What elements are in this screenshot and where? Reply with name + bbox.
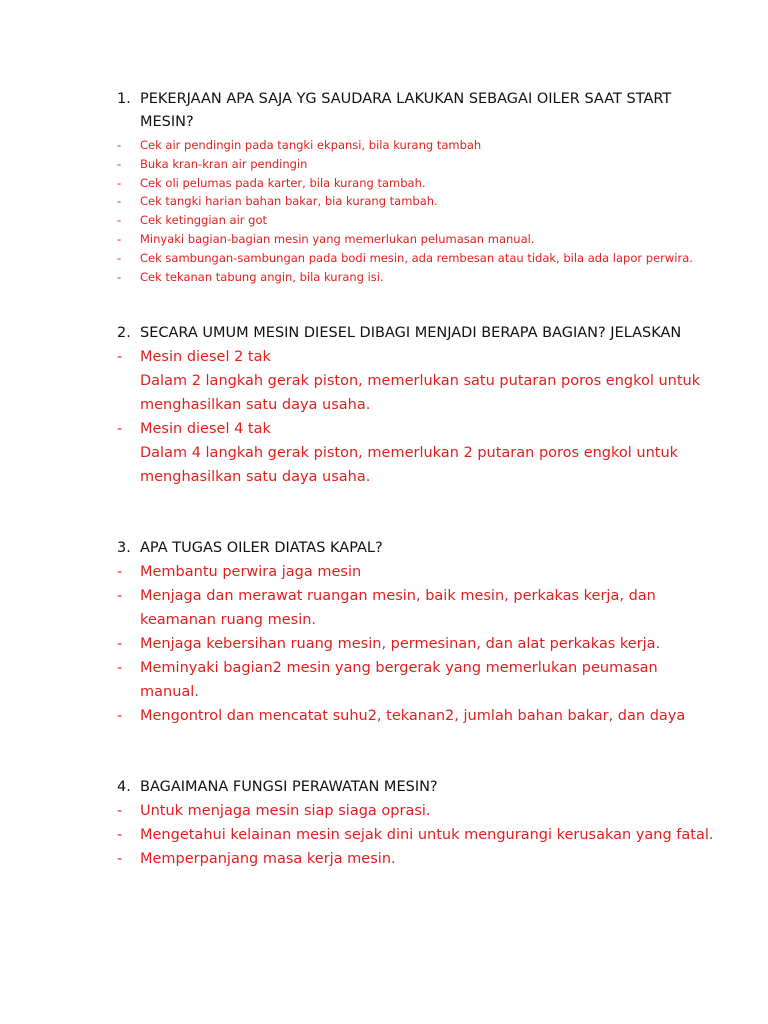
answer-label: Mesin diesel 4 tak <box>140 421 271 437</box>
list-item <box>117 155 717 174</box>
list-item <box>117 847 717 871</box>
list-item <box>117 174 717 193</box>
dash-bullet: - <box>117 636 123 652</box>
answer-text: Menjaga dan merawat ruangan mesin, baik mesin, perkakas kerja, dan keamanan ruang mesin. <box>140 588 656 628</box>
answer-text: Untuk menjaga mesin siap siaga oprasi. <box>140 803 431 819</box>
answer-text: Cek tekanan tabung angin, bila kurang isi. <box>140 269 384 284</box>
question-2 <box>117 321 717 489</box>
answer-text: Cek air pendingin pada tangki ekpansi, bila kurang tambah <box>140 138 482 152</box>
answer-text: Cek ketinggian air got <box>140 213 267 228</box>
list-item <box>117 656 717 704</box>
list-item <box>117 230 717 249</box>
answer-list <box>117 799 717 871</box>
question-heading <box>117 775 717 799</box>
question-title: BAGAIMANA FUNGSI PERAWATAN MESIN? <box>140 779 438 795</box>
answer-text: Memperpanjang masa kerja mesin. <box>140 851 396 867</box>
answer-text: Mengontrol dan mencatat suhu2, tekanan2, jumlah bahan bakar, dan daya <box>140 708 686 724</box>
dash-bullet: - <box>117 194 122 209</box>
question-number: 3. <box>117 540 131 556</box>
question-heading <box>117 321 717 345</box>
list-item <box>117 560 717 584</box>
answer-list <box>117 345 717 489</box>
list-item <box>117 211 717 230</box>
question-4 <box>117 775 717 871</box>
answer-detail: Dalam 4 langkah gerak piston, memerlukan 2 putaran poros engkol untuk menghasilkan satu daya usaha. <box>140 445 679 485</box>
question-heading <box>117 536 717 560</box>
question-number: 2. <box>117 325 131 341</box>
list-item <box>117 417 717 489</box>
dash-bullet: - <box>117 269 122 284</box>
list-item <box>117 799 717 823</box>
dash-bullet: - <box>117 660 123 676</box>
dash-bullet: - <box>117 564 123 580</box>
dash-bullet: - <box>117 231 122 246</box>
answer-list <box>117 136 717 286</box>
dash-bullet: - <box>117 250 122 265</box>
dash-bullet: - <box>117 175 122 190</box>
answer-text: Cek tangki harian bahan bakar, bia kurang tambah. <box>140 194 438 209</box>
answer-text: Mengetahui kelainan mesin sejak dini untuk mengurangi kerusakan yang fatal. <box>140 827 714 843</box>
question-number: 1. <box>117 91 131 107</box>
dash-bullet: - <box>117 708 123 724</box>
answer-list <box>117 560 717 728</box>
list-item <box>117 823 717 847</box>
answer-text: Minyaki bagian-bagian mesin yang memerlukan pelumasan manual. <box>140 231 535 246</box>
list-item <box>117 192 717 211</box>
list-item <box>117 704 717 728</box>
dash-bullet: - <box>117 349 123 365</box>
list-item <box>117 345 717 417</box>
dash-bullet: - <box>117 421 123 437</box>
dash-bullet: - <box>117 827 123 843</box>
answer-text: Meminyaki bagian2 mesin yang bergerak yang memerlukan peumasan manual. <box>140 660 658 700</box>
question-title: SECARA UMUM MESIN DIESEL DIBAGI MENJADI BERAPA BAGIAN? JELASKAN <box>140 325 682 341</box>
answer-text: Membantu perwira jaga mesin <box>140 564 362 580</box>
answer-text: Cek sambungan-sambungan pada bodi mesin, ada rembesan atau tidak, bila ada lapor perwira. <box>140 250 693 265</box>
list-item <box>117 268 717 287</box>
question-1 <box>117 88 717 286</box>
dash-bullet: - <box>117 851 123 867</box>
question-number: 4. <box>117 779 131 795</box>
answer-text: Menjaga kebersihan ruang mesin, permesinan, dan alat perkakas kerja. <box>140 636 661 652</box>
question-heading <box>117 88 717 134</box>
answer-detail: Dalam 2 langkah gerak piston, memerlukan satu putaran poros engkol untuk menghasilkan satu daya usaha. <box>140 373 701 413</box>
dash-bullet: - <box>117 588 123 604</box>
dash-bullet: - <box>117 156 122 171</box>
answer-text: Cek oli pelumas pada karter, bila kurang tambah. <box>140 175 426 190</box>
list-item <box>117 584 717 632</box>
list-item <box>117 136 717 155</box>
dash-bullet: - <box>117 138 122 152</box>
question-3 <box>117 536 717 728</box>
answer-label: Mesin diesel 2 tak <box>140 349 271 365</box>
dash-bullet: - <box>117 803 123 819</box>
answer-text: Buka kran-kran air pendingin <box>140 156 308 171</box>
question-title: PEKERJAAN APA SAJA YG SAUDARA LAKUKAN SEBAGAI OILER SAAT START MESIN? <box>140 91 672 130</box>
dash-bullet: - <box>117 213 122 228</box>
list-item <box>117 632 717 656</box>
list-item <box>117 249 717 268</box>
question-title: APA TUGAS OILER DIATAS KAPAL? <box>140 540 383 556</box>
